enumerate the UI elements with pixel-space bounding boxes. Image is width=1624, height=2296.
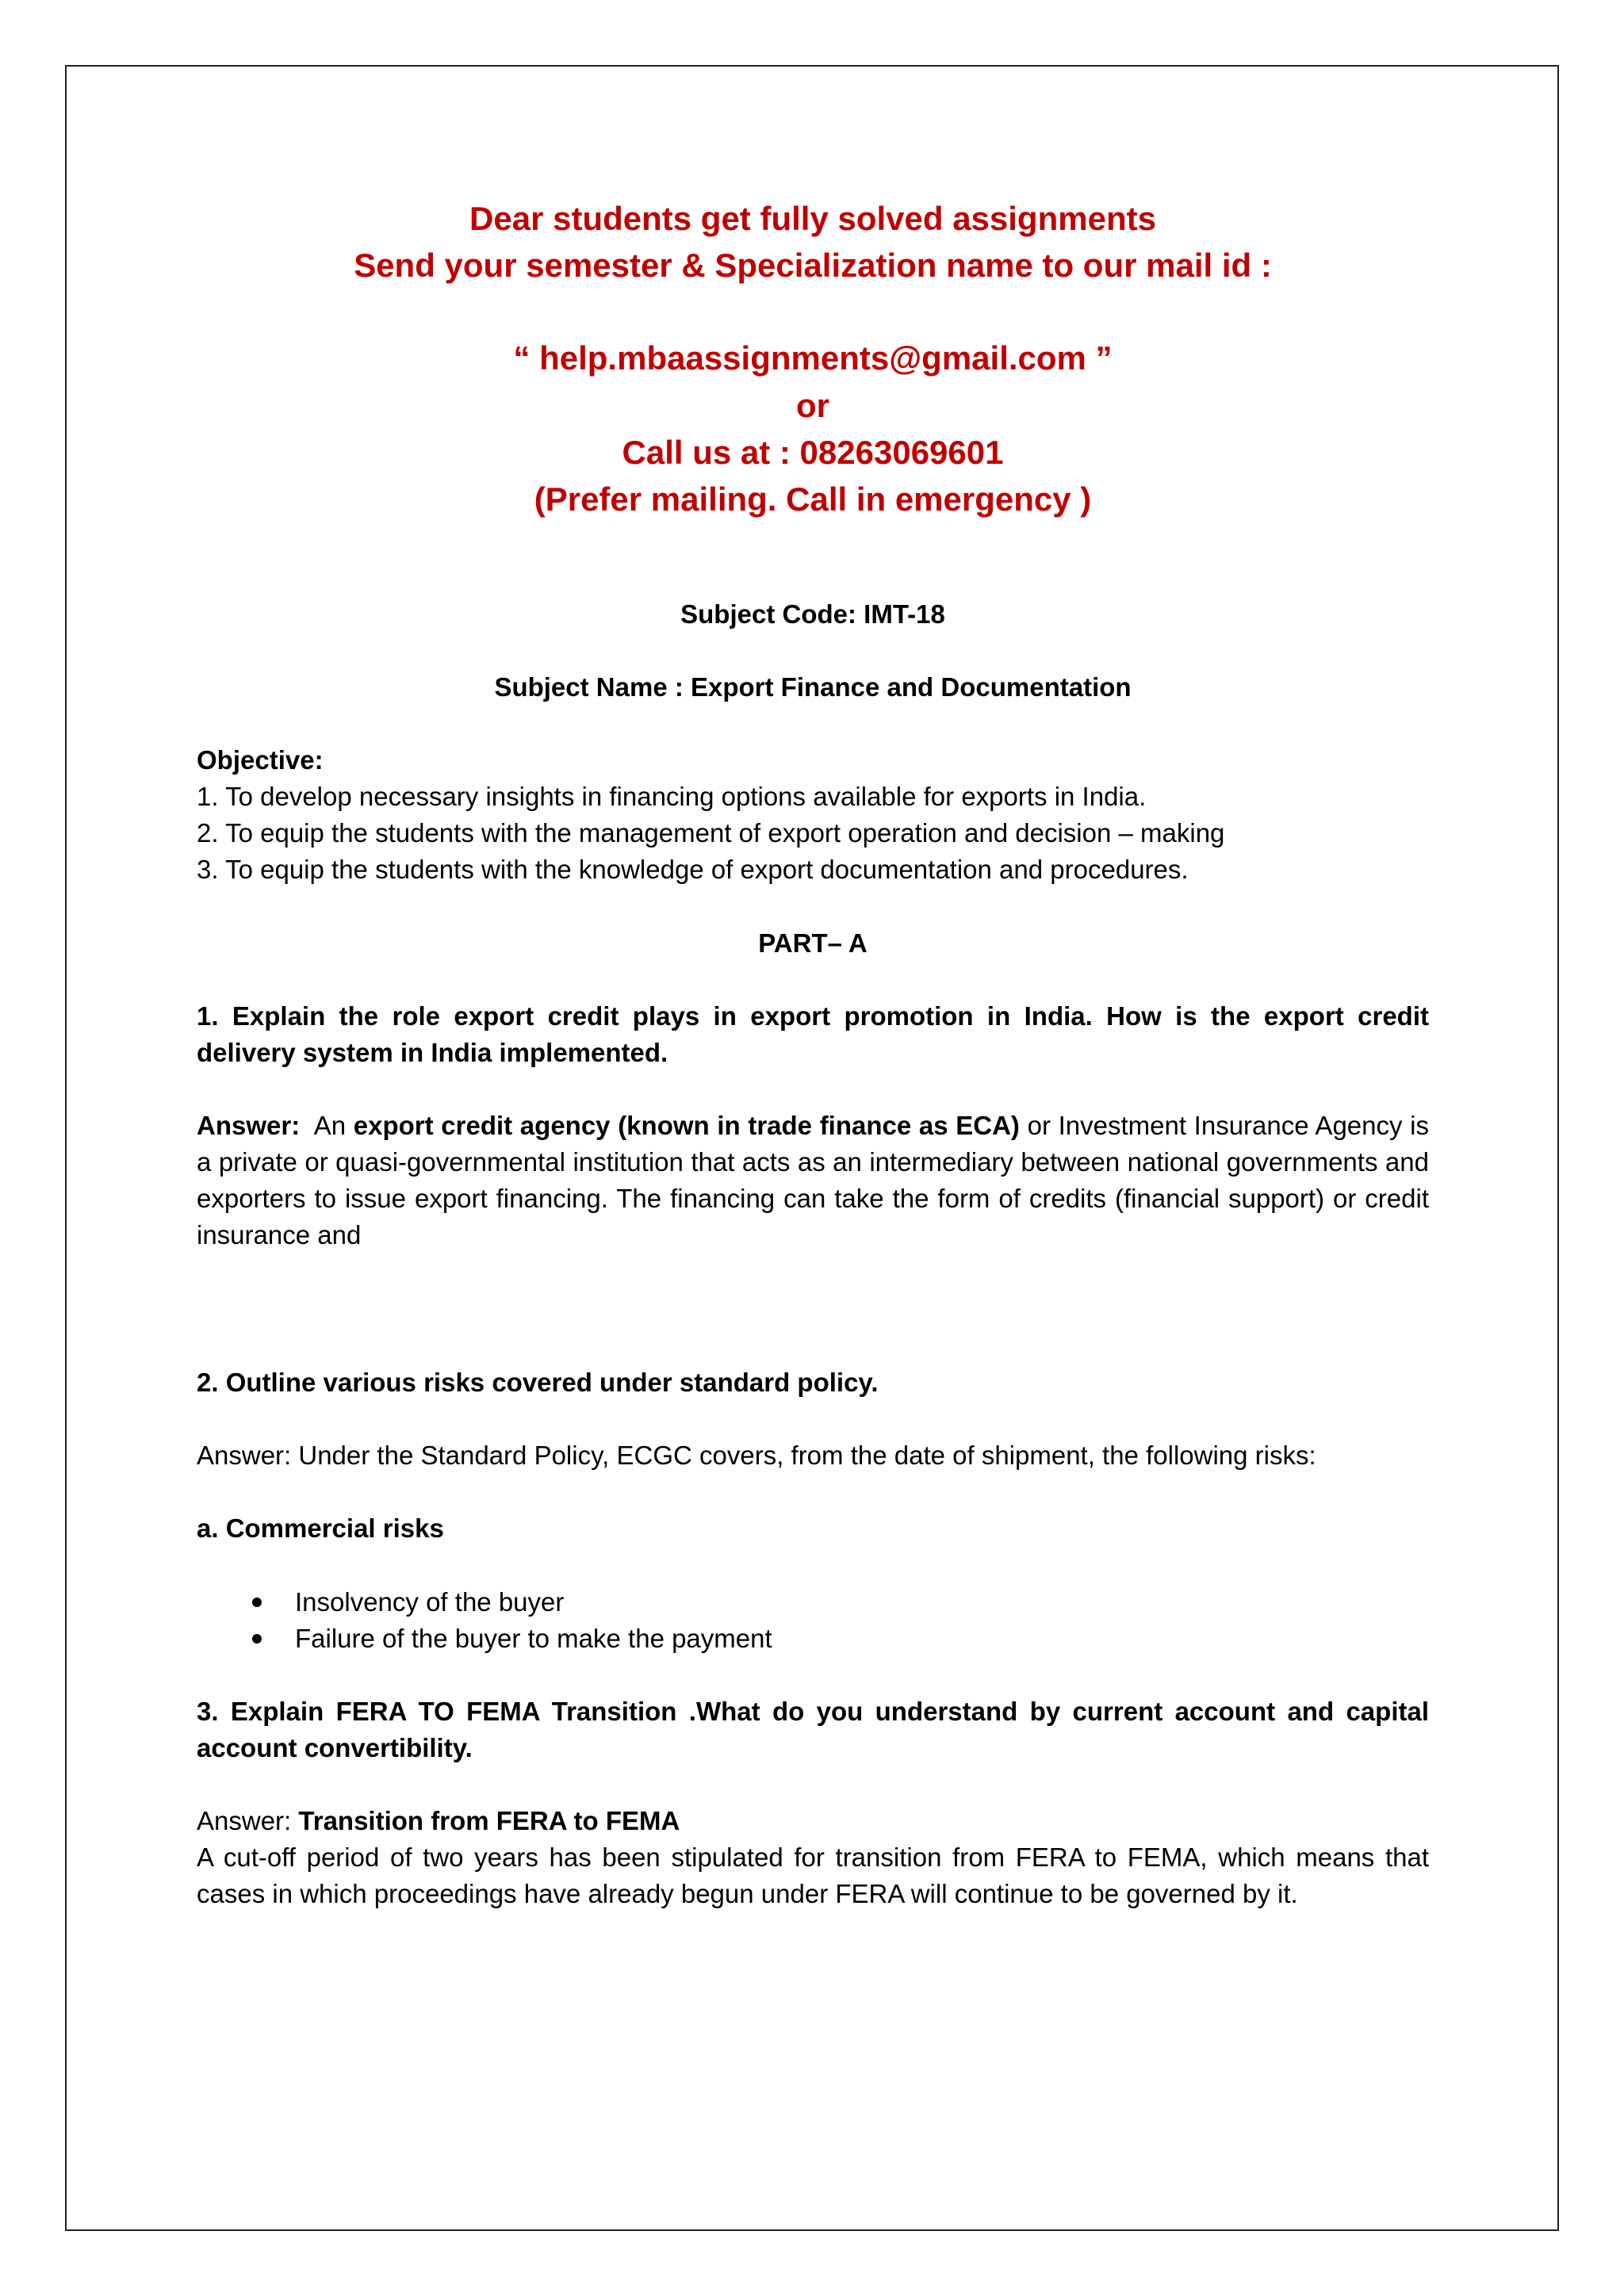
answer-label: Answer:	[197, 1111, 301, 1140]
risk-list	[197, 1584, 772, 1657]
bullet-icon	[252, 1598, 262, 1607]
answer-1-pre: An	[313, 1111, 347, 1140]
answer-1	[197, 1108, 1429, 1253]
answer-3-text: A cut-off period of two years has been stipulated for transition from FERA to FEMA, which means that cases in which proceedings have already begun under FERA will continue to be governed by it.	[197, 1843, 1429, 1908]
answer-3-heading	[197, 1803, 1429, 1839]
question-1: 1. Explain the role export credit plays in export promotion in India. How is the export credit delivery system in India implemented.	[197, 1001, 1429, 1067]
promo-prefer: (Prefer mailing. Call in emergency )	[534, 480, 1092, 518]
answer-label: Answer:	[197, 1806, 292, 1835]
subject-name: Subject Name : Export Finance and Documentation	[494, 672, 1132, 702]
list-item-text: Failure of the buyer to make the payment	[295, 1624, 772, 1653]
promo-call: Call us at : 08263069601	[622, 434, 1004, 471]
objective-item: 3. To equip the students with the knowledge of export documentation and procedures.	[197, 855, 1189, 884]
promo-email: “ help.mbaassignments@gmail.com ”	[513, 339, 1113, 377]
answer-1-term: export credit agency (known in trade finance as ECA)	[353, 1111, 1020, 1140]
objective-heading: Objective:	[197, 745, 324, 775]
question-3: 3. Explain FERA TO FEMA Transition .What do you understand by current account and capital account convertibility.	[197, 1697, 1429, 1762]
objective-item: 1. To develop necessary insights in financing options available for exports in India.	[197, 782, 1147, 811]
subject-code: Subject Code: IMT-18	[680, 599, 945, 629]
answer-1-text: or Investment Insurance Agency is a private or quasi-governmental institution that acts as an intermediary between national governments and exporters to issue export financing. The financing can take the form of credits (financial support) or credit insurance and	[197, 1111, 1429, 1249]
part-heading: PART– A	[758, 928, 868, 958]
list-item	[197, 1584, 772, 1621]
list-item	[197, 1621, 772, 1657]
answer-2: Answer: Under the Standard Policy, ECGC covers, from the date of shipment, the following risks:	[197, 1441, 1316, 1470]
answer-3-title: Transition from FERA to FEMA	[298, 1806, 680, 1835]
objective-item: 2. To equip the students with the management of export operation and decision – making	[197, 818, 1225, 848]
promo-or: or	[796, 387, 829, 424]
promo-line-1: Dear students get fully solved assignments	[469, 200, 1156, 237]
question-2: 2. Outline various risks covered under standard policy.	[197, 1368, 879, 1397]
bullet-icon	[252, 1634, 262, 1644]
commercial-risks-heading: a. Commercial risks	[197, 1513, 444, 1543]
list-item-text: Insolvency of the buyer	[295, 1587, 565, 1617]
promo-line-2: Send your semester & Specialization name to our mail id :	[354, 247, 1272, 284]
